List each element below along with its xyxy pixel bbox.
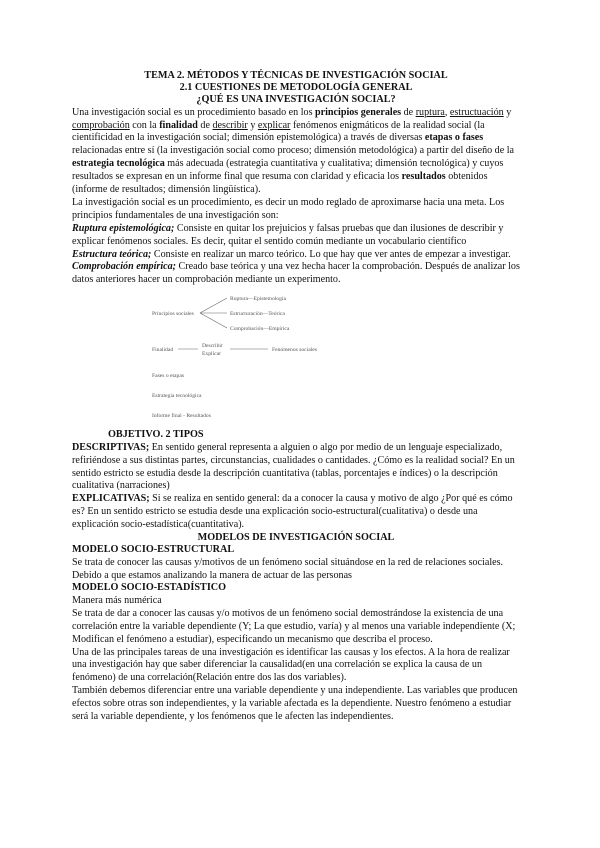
explicativas-paragraph: EXPLICATIVAS; Si se realiza en sentido general: da a conocer la causa y motivo de algo ¿Por qué es cómo es? En un sentido estricto se estudia desde una explicación socio-estructural(cualitativa) o desde una explicación socio-estadística(cuantitativa). xyxy=(72,493,513,531)
modelo-estadistico-p2: Se trata de dar a conocer las causas y/o motivos de un fenómeno social demostrándose la existencia de una correlación entre la variable dependiente (Y; La que estudio, varía) y al menos una variable independiente (X; Modifican el fenómeno a estudiar), especificando un mecanismo que describa el proceso. xyxy=(72,607,516,645)
diagram-comprobacion: Comprobación—Empírica xyxy=(230,326,290,333)
modelo-estadistico-p1: Manera más numérica xyxy=(72,594,162,606)
diagram-describir: Describir xyxy=(202,343,223,350)
descriptivas-paragraph: DESCRIPTIVAS; En sentido general representa a alguien o algo por medio de un lenguaje especializado, refiriéndose a sus distintas partes, circunstancias, cualidades o cantidades. ¿Cómo es la realidad social? En un sentido estricto se estudia desde la descripción cuantitativa (tablas, porcentajes e índices) o la descripción cualitativa (narraciones) xyxy=(72,441,515,492)
ruptura-paragraph: Ruptura epistemológica; Consiste en quitar los prejuicios y falsas pruebas que dan ilusiones de describir y explicar fenómenos sociales. Es decir, quitar el sentido común mediante un vocabulario científico xyxy=(72,222,504,247)
concept-diagram-svg xyxy=(72,291,520,425)
intro-paragraph: Una investigación social es un procedimiento basado en los principios generales de ruptura, estructuación y comprobación con la finalidad de describir y explicar fenómenos enigmáticos de la realidad social (la cientificidad en la investigación social; dimensión epistemológica) a través de diversas etapas o fases relacionadas entre sí (la investigación social como proceso; dimensión metodológica) a partir del diseño de la estrategia tecnológica más adecuada (estrategia cuantitativa y cualitativa; dimensión tecnológica) y cuyos resultados se expresan en un informe final que resuma con claridad y eficacia los resultados obtenidos (informe de resultados; dimensión lingüística). xyxy=(72,106,515,196)
concept-diagram xyxy=(72,291,520,425)
modelo-estructural-heading: MODELO SOCIO-ESTRUCTURAL xyxy=(72,544,235,556)
diagram-fases: Fases o etapas xyxy=(152,373,185,380)
diagram-explicar: Explicar xyxy=(202,351,221,358)
estructura-paragraph: Estructura teórica; Consiste en realizar un marco teórico. Lo que hay que ver antes de empezar a investigar. xyxy=(72,248,511,260)
diagram-finalidad: Finalidad xyxy=(152,347,174,354)
diagram-estructuracion: Estructuración—Teórica xyxy=(230,311,285,318)
comprobacion-paragraph: Comprobación empírica; Creado base teórica y una vez hecha hacer la comprobación. Después de analizar los datos anteriores hacer un comprobación mediante un experimento. xyxy=(72,261,520,286)
diagram-informe: Informe final - Resultados xyxy=(152,413,211,420)
section-subtitle: 2.1 CUESTIONES DE METODOLOGÍA GENERAL xyxy=(179,82,413,94)
principles-paragraph: La investigación social es un procedimiento, es decir un modo reglado de aproximarse hacia una meta. Los principios fundamentales de una investigación son: xyxy=(72,196,505,221)
diagram-ruptura: Ruptura—Epistemología xyxy=(230,296,286,303)
arrow-comprobacion xyxy=(200,313,227,328)
modelos-heading: MODELOS DE INVESTIGACIÓN SOCIAL xyxy=(197,532,395,544)
diagram-estrategia: Estrategia tecnológica xyxy=(152,393,202,400)
diagram-principios: Principios sociales xyxy=(152,311,194,318)
document-title: TEMA 2. MÉTODOS Y TÉCNICAS DE INVESTIGACIÓN SOCIAL xyxy=(144,70,448,81)
diagram-fenomenos: Fenómenos sociales xyxy=(272,347,317,354)
section-question: ¿QUÉ ES UNA INVESTIGACIÓN SOCIAL? xyxy=(196,94,396,106)
modelo-estadistico-heading: MODELO SOCIO-ESTADÍSTICO xyxy=(72,582,227,594)
objetivo-heading: OBJETIVO. 2 TIPOS xyxy=(108,429,204,441)
modelo-estadistico-p4: También debemos diferenciar entre una variable dependiente y una independiente. Las variables que producen efectos sobre otras son independientes, y la variable afectada es la dependiente. Nuestro fenómeno a estudiar será la variable dependiente, y los fenómenos que le afecten las independientes. xyxy=(72,685,518,723)
document-page xyxy=(72,70,520,724)
modelo-estructural-p1: Se trata de conocer las causas y/motivos de un fenómeno social situándose en la red de relaciones sociales. xyxy=(72,556,504,568)
modelo-estructural-p2: Debido a que estamos analizando la manera de actuar de las personas xyxy=(72,569,352,581)
modelo-estadistico-p3: Una de las principales tareas de una investigación es identificar las causas y los efectos. A la hora de realizar una investigación hay que saber diferenciar la causalidad(en una correlación se explica la causa de un fenómeno) de una correlación(Relación entre dos las dos variables). xyxy=(72,646,510,684)
arrow-ruptura xyxy=(200,298,227,313)
